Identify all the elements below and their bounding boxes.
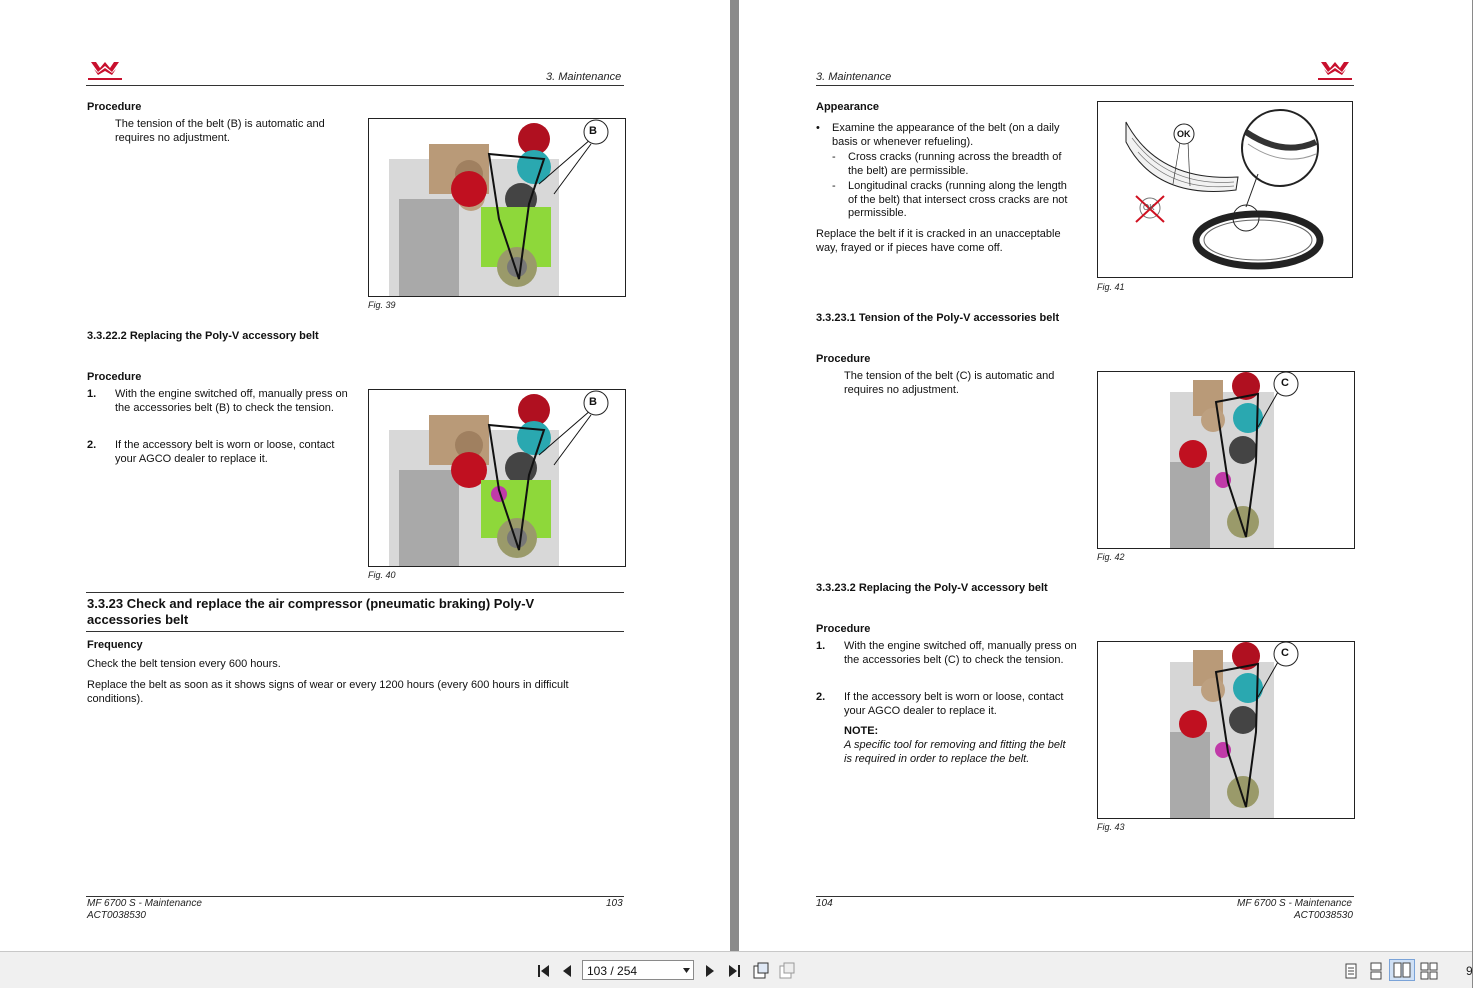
viewer-toolbar — [0, 951, 1472, 988]
figure-41 — [1097, 101, 1353, 278]
frequency-text-1: Check the belt tension every 600 hours. — [87, 658, 281, 670]
frequency-heading: Frequency — [87, 639, 143, 651]
step-text: If the accessory belt is worn or loose, contact your AGCO dealer to replace it. — [115, 439, 335, 465]
not-ok-label: OK — [1143, 203, 1155, 212]
step-number: 2. — [87, 439, 97, 451]
bullet-text: Examine the appearance of the belt (on a daily basis or whenever refueling). — [832, 122, 1060, 148]
note-heading: NOTE: — [844, 725, 879, 737]
step-2 — [816, 691, 1086, 718]
step-text: If the accessory belt is worn or loose, contact your AGCO dealer to replace it. — [844, 691, 1064, 717]
next-page-icon[interactable] — [701, 962, 719, 980]
section-heading-3-3-23: 3.3.23 Check and replace the air compressor (pneumatic braking) Poly-V accessories belt — [87, 596, 535, 627]
procedure-heading: Procedure — [816, 623, 871, 635]
header-rule — [86, 85, 624, 86]
dash-icon: - — [832, 151, 836, 163]
zoom-level[interactable]: 9 — [1466, 964, 1473, 978]
note-text: A specific tool for removing and fitting the belt is required in order to replace the belt. — [844, 739, 1066, 765]
figure-43 — [1097, 641, 1355, 819]
ok-label: OK — [1177, 129, 1191, 139]
procedure-heading: Procedure — [816, 353, 871, 365]
footer-rule — [816, 896, 1354, 897]
section-rule-top — [86, 592, 624, 593]
figure-42 — [1097, 371, 1355, 549]
facing-mode-button[interactable] — [1389, 959, 1415, 981]
section-heading-3-3-23-2: 3.3.23.2 Replacing the Poly-V accessory belt — [816, 582, 1048, 594]
step-text: With the engine switched off, manually press on the accessories belt (B) to check the tension. — [115, 388, 348, 414]
callout-label: C — [1281, 647, 1289, 659]
last-page-icon[interactable] — [725, 962, 743, 980]
sub-bullet-text: Longitudinal cracks (running along the length of the belt) that intersect cross cracks are not permissible. — [848, 180, 1068, 219]
figure-40 — [368, 389, 626, 567]
figure-42-caption: Fig. 42 — [1097, 552, 1125, 562]
engine-illustration — [369, 119, 625, 296]
footer-doc-number: ACT0038530 — [87, 910, 146, 921]
footer-doc-number: ACT0038530 — [1294, 910, 1353, 921]
bullet-icon: • — [816, 122, 820, 134]
step-1 — [87, 388, 357, 415]
facing-icon — [1393, 962, 1411, 978]
prev-page-icon[interactable] — [558, 962, 576, 980]
appearance-heading: Appearance — [816, 101, 879, 113]
first-page-icon[interactable] — [535, 962, 553, 980]
footer-title: MF 6700 S - Maintenance — [1237, 898, 1352, 909]
fit-page-icon[interactable] — [752, 962, 770, 980]
figure-39-caption: Fig. 39 — [368, 300, 396, 310]
procedure-heading: Procedure — [87, 101, 142, 113]
step-number: 1. — [816, 640, 826, 652]
step-text: With the engine switched off, manually press on the accessories belt (C) to check the tension. — [844, 640, 1077, 666]
figure-39 — [368, 118, 626, 297]
page-number-input[interactable] — [582, 960, 694, 980]
replace-text: Replace the belt if it is cracked in an unacceptable way, frayed or if pieces have come off. — [816, 228, 1061, 254]
callout-label: C — [1281, 377, 1289, 389]
step-number: 1. — [87, 388, 97, 400]
massey-ferguson-logo — [1316, 60, 1354, 82]
figure-40-caption: Fig. 40 — [368, 570, 396, 580]
callout-label: B — [589, 125, 597, 137]
engine-illustration — [369, 390, 625, 566]
document-page-left — [0, 0, 730, 951]
frequency-text-2: Replace the belt as soon as it shows signs of wear or every 1200 hours (every 600 hours in difficult conditions). — [87, 679, 569, 705]
engine-illustration — [1098, 642, 1354, 818]
header-rule — [816, 85, 1354, 86]
dropdown-icon[interactable] — [683, 968, 690, 973]
massey-ferguson-logo — [86, 60, 124, 82]
page-indicator: 103 / 254 — [587, 964, 638, 978]
belt-illustration — [1098, 102, 1352, 277]
callout-label: B — [589, 396, 597, 408]
step-number: 2. — [816, 691, 826, 703]
footer-title: MF 6700 S - Maintenance — [87, 898, 202, 909]
sub-bullet-2 — [832, 180, 1077, 221]
section-rule-bottom — [86, 631, 624, 632]
step-1 — [816, 640, 1086, 667]
section-heading-3-3-22-2: 3.3.22.2 Replacing the Poly-V accessory belt — [87, 330, 319, 342]
sub-bullet-text: Cross cracks (running across the breadth of the belt) are permissible. — [848, 151, 1062, 177]
document-page-right — [739, 0, 1472, 951]
footer-page-number: 104 — [816, 898, 833, 909]
engine-illustration — [1098, 372, 1354, 548]
single-page-icon[interactable] — [1342, 962, 1360, 980]
continuous-icon[interactable] — [1367, 962, 1385, 980]
figure-41-caption: Fig. 41 — [1097, 282, 1125, 292]
header-chapter: 3. Maintenance — [816, 71, 892, 83]
sub-bullet-1 — [832, 151, 1077, 178]
section-heading-3-3-23-1: 3.3.23.1 Tension of the Poly-V accessories belt — [816, 312, 1060, 324]
procedure-heading: Procedure — [87, 371, 142, 383]
procedure-text: The tension of the belt (B) is automatic and requires no adjustment. — [115, 118, 325, 144]
footer-rule — [86, 896, 624, 897]
step-2 — [87, 439, 357, 466]
figure-43-caption: Fig. 43 — [1097, 822, 1125, 832]
procedure-text: The tension of the belt (C) is automatic and requires no adjustment. — [844, 370, 1055, 396]
footer-page-number: 103 — [606, 898, 623, 909]
appearance-bullet — [816, 122, 1076, 149]
dash-icon: - — [832, 180, 836, 192]
fit-width-icon[interactable] — [778, 962, 796, 980]
header-chapter: 3. Maintenance — [546, 71, 622, 83]
facing-continuous-icon[interactable] — [1420, 962, 1438, 980]
